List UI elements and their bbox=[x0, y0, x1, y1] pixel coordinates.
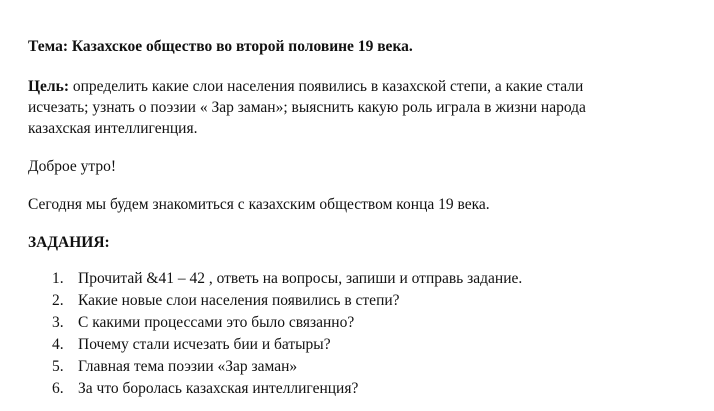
task-item bbox=[52, 312, 522, 334]
task-number: 3. bbox=[52, 314, 64, 331]
goal-text-1: определить какие слои населения появились в казахской степи, а какие стали bbox=[69, 78, 584, 95]
goal-paragraph bbox=[28, 76, 668, 139]
task-text: С какими процессами это было связанно? bbox=[78, 314, 355, 331]
task-number: 6. bbox=[52, 380, 64, 397]
goal-line-3: казахская интеллигенция. bbox=[28, 120, 198, 137]
task-item bbox=[52, 378, 522, 400]
task-text: Прочитай &41 – 42 , ответь на вопросы, запиши и отправь задание. bbox=[78, 270, 523, 287]
task-text: Какие новые слои населения появились в степи? bbox=[78, 292, 400, 309]
goal-line-1 bbox=[28, 76, 668, 97]
goal-label: Цель: bbox=[28, 78, 69, 95]
tasks-list bbox=[52, 268, 522, 400]
greeting-text: Доброе утро! bbox=[28, 158, 117, 175]
task-text: Почему стали исчезать бии и батыры? bbox=[78, 336, 331, 353]
task-item bbox=[52, 334, 522, 356]
task-number: 5. bbox=[52, 358, 64, 375]
task-item bbox=[52, 268, 522, 290]
task-text: Главная тема поэзии «Зар заман» bbox=[78, 358, 298, 375]
task-item bbox=[52, 356, 522, 378]
task-number: 1. bbox=[52, 270, 64, 287]
task-text: За что боролась казахская интеллигенция? bbox=[78, 380, 359, 397]
task-number: 2. bbox=[52, 292, 64, 309]
tasks-heading: ЗАДАНИЯ: bbox=[28, 234, 110, 251]
topic-heading: Тема: Казахское общество во второй половине 19 века. bbox=[28, 38, 413, 55]
goal-line-2: исчезать; узнать о поэзии « Зар заман»; выяснить какую роль играла в жизни народа bbox=[28, 99, 586, 116]
task-number: 4. bbox=[52, 336, 64, 353]
intro-text: Сегодня мы будем знакомиться с казахским обществом конца 19 века. bbox=[28, 196, 490, 213]
task-item bbox=[52, 290, 522, 312]
